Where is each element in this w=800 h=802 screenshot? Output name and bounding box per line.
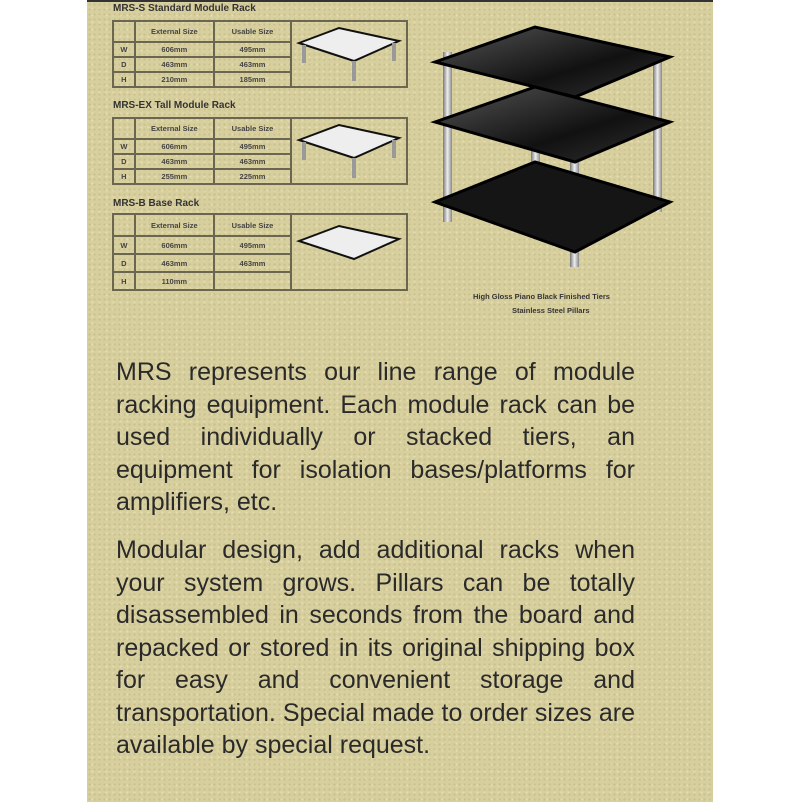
header-usable: Usable Size	[214, 21, 291, 42]
dimension-label: H	[113, 272, 135, 290]
usable-size: 495mm	[214, 42, 291, 57]
dimension-label: W	[113, 236, 135, 254]
header-external: External Size	[135, 118, 214, 139]
usable-size: 495mm	[214, 139, 291, 154]
rack-3-tier-image	[425, 22, 685, 277]
external-size: 463mm	[135, 57, 214, 72]
rack-image-cell	[291, 118, 407, 184]
spec-table	[112, 213, 408, 291]
external-size: 210mm	[135, 72, 214, 87]
rack-image-cell	[291, 21, 407, 87]
external-size: 463mm	[135, 154, 214, 169]
dimension-label: W	[113, 139, 135, 154]
usable-size: 225mm	[214, 169, 291, 184]
rack-thumbnail	[294, 120, 404, 180]
header-usable: Usable Size	[214, 118, 291, 139]
dimension-label: D	[113, 254, 135, 272]
caption-line-1: High Gloss Piano Black Finished Tiers	[473, 292, 610, 301]
usable-size	[214, 272, 291, 290]
dimension-label: H	[113, 72, 135, 87]
corner-cell	[113, 214, 135, 236]
rack-title: MRS-B Base Rack	[113, 198, 200, 209]
usable-size: 463mm	[214, 154, 291, 169]
header-external: External Size	[135, 214, 214, 236]
spec-table	[112, 20, 408, 88]
caption-line-2: Stainless Steel Pillars	[512, 306, 590, 315]
rack-title: MRS-S Standard Module Rack	[113, 3, 256, 14]
usable-size: 495mm	[214, 236, 291, 254]
dimension-label: D	[113, 57, 135, 72]
usable-size: 463mm	[214, 254, 291, 272]
external-size: 110mm	[135, 272, 214, 290]
corner-cell	[113, 21, 135, 42]
paragraph-1: MRS represents our line range of module racking equipment. Each module rack can be used individually or stacked tiers, an equipment for isolation bases/platforms for amplifiers, etc.	[116, 358, 635, 516]
dimension-label: D	[113, 154, 135, 169]
spec-table	[112, 117, 408, 185]
external-size: 606mm	[135, 139, 214, 154]
usable-size: 185mm	[214, 72, 291, 87]
rack-title: MRS-EX Tall Module Rack	[113, 100, 236, 111]
rack-image-cell	[291, 214, 407, 290]
external-size: 463mm	[135, 254, 214, 272]
external-size: 606mm	[135, 236, 214, 254]
paragraph-2: Modular design, add additional racks when your system grows. Pillars can be totally disassembled in seconds from the board and repacked or stored in its original shipping box for easy and convenient storage and transportation. Special made to order sizes are available by special request.	[116, 536, 635, 759]
dimension-label: W	[113, 42, 135, 57]
header-external: External Size	[135, 21, 214, 42]
rack-thumbnail	[294, 221, 404, 281]
shelves	[435, 27, 670, 252]
dimension-label: H	[113, 169, 135, 184]
corner-cell	[113, 118, 135, 139]
rack-thumbnail	[294, 23, 404, 83]
header-usable: Usable Size	[214, 214, 291, 236]
external-size: 255mm	[135, 169, 214, 184]
usable-size: 463mm	[214, 57, 291, 72]
external-size: 606mm	[135, 42, 214, 57]
